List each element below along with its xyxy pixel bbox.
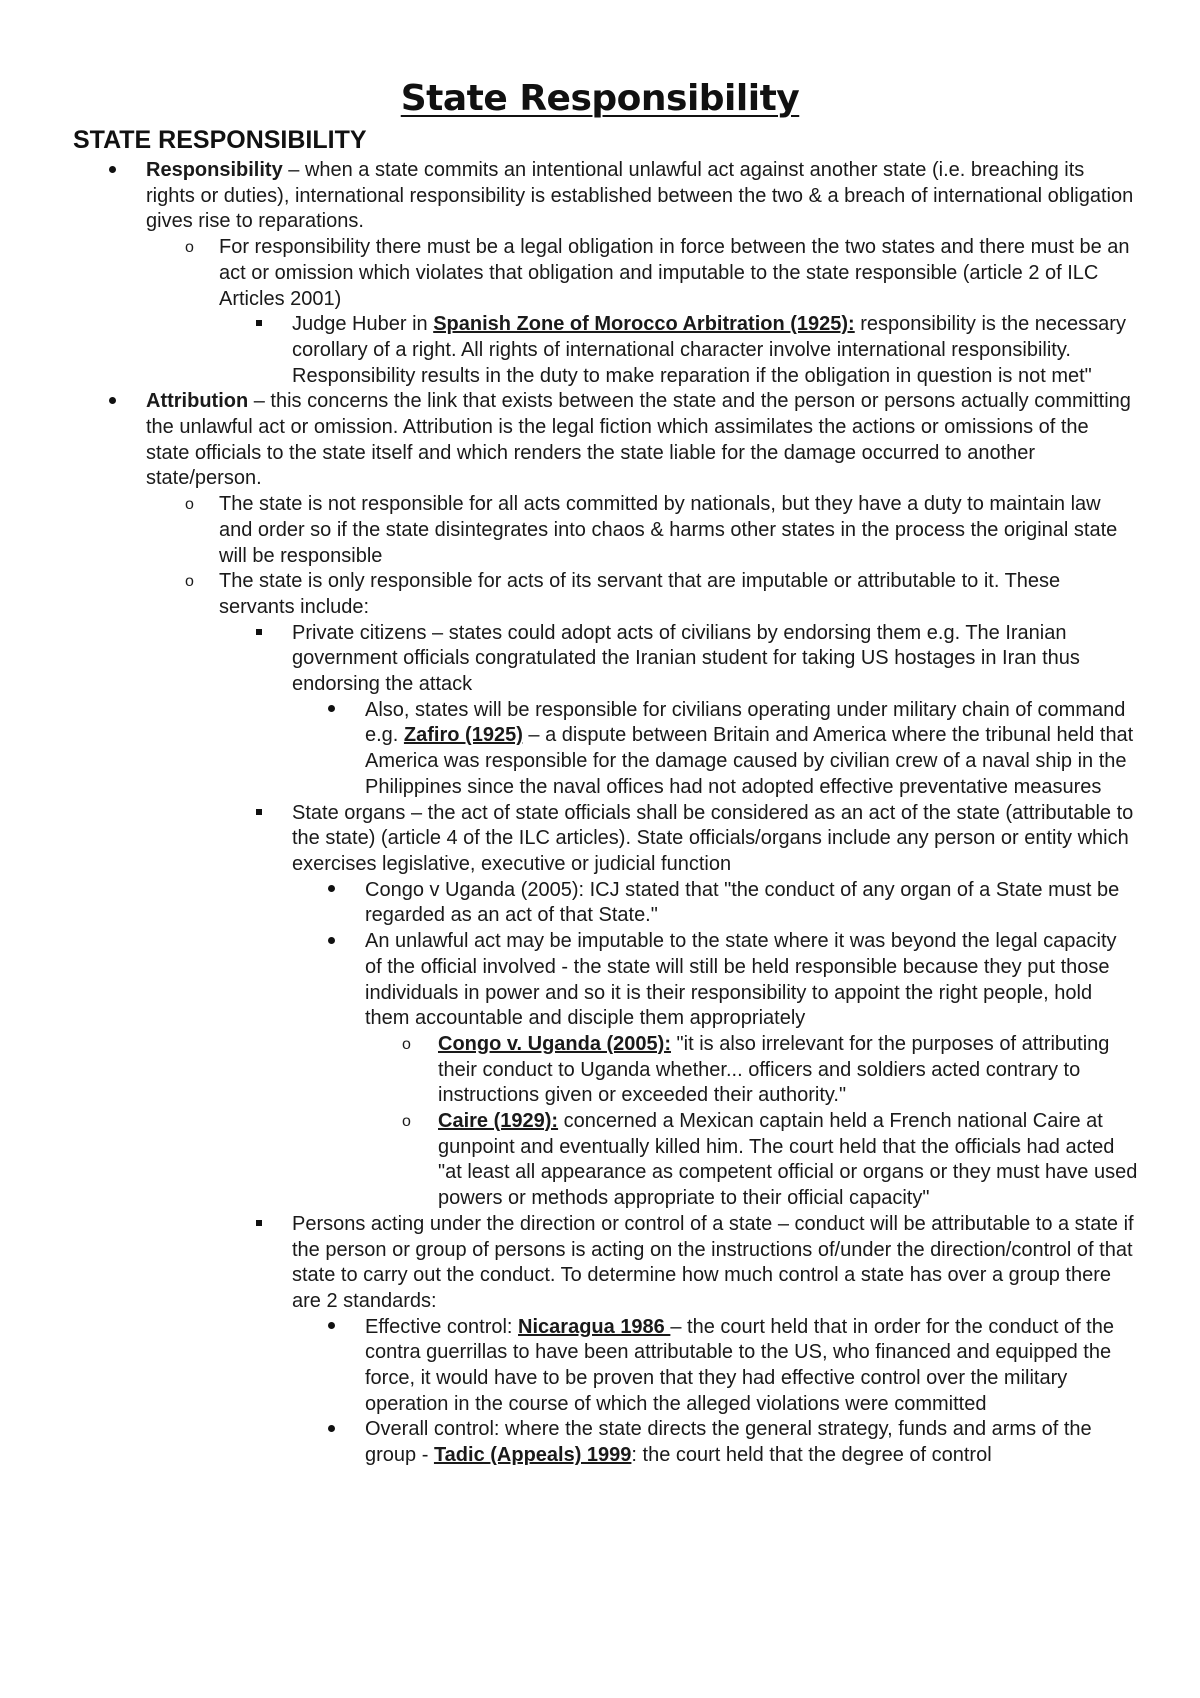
- section-heading: STATE RESPONSIBILITY: [73, 126, 367, 154]
- list-item: [402, 1109, 1138, 1212]
- item-text-prefix: Effective control:: [365, 1315, 519, 1338]
- bullet-circle-icon: o: [185, 573, 194, 591]
- bullet-dot-icon: [328, 929, 335, 955]
- item-text: State organs – the act of state officials shall be considered as an act of the state (attributable to the state) (article 4 of the ILC articles). State officials/organs include any person or entity which exercises legislative, executive or judicial function: [292, 801, 1134, 875]
- item-text: Private citizens – states could adopt acts of civilians by endorsing them e.g. The Iranian government officials congratulated the Iranian student for taking US hostages in Iran thus endorsing the attack: [292, 621, 1080, 696]
- bullet-dot-icon: [109, 389, 116, 415]
- bullet-square-icon: [256, 312, 262, 338]
- bullet-square-icon: [256, 621, 262, 647]
- list-item: [365, 929, 1137, 1032]
- list-item: [185, 492, 1136, 569]
- bullet-dot-icon: [109, 158, 116, 184]
- item-text: For responsibility there must be a legal obligation in force between the two states and there must be an act or omission which violates that obligation and imputable to the state responsible (article 2 of ILC Articles 2001): [219, 236, 1130, 310]
- item-text: – the court held that in order for the conduct of the contra guerrillas to have been attributable to the US, who financed and equipped the force, it would have to be proven that they had effective control over the military operation in the course of which the alleged violations were committed: [365, 1315, 1114, 1415]
- list-item: [185, 235, 1136, 312]
- list-item: [185, 569, 1136, 620]
- item-text-prefix: Overall control: where the state directs the general strategy, funds and arms of the group -: [365, 1418, 1092, 1467]
- list-item: [146, 158, 1136, 235]
- term-label: Responsibility: [146, 159, 283, 181]
- item-text: responsibility is the necessary corollary of a right. All rights of international character involve international responsibility. Responsibility results in the duty to make reparation if the obligation in question is not met": [292, 313, 1126, 387]
- list-item: [292, 801, 1137, 878]
- list-item: [365, 698, 1137, 801]
- document-body: [0, 158, 1200, 1469]
- item-text: An unlawful act may be imputable to the state where it was beyond the legal capacity of the official involved - the state will still be held responsible because they put those individuals in power and so it is their responsibility to appoint the right people, hold them accountable and disciple them appropriately: [365, 930, 1117, 1030]
- case-citation: Tadic (Appeals) 1999: [433, 1444, 632, 1467]
- document-title: State Responsibility: [400, 78, 800, 119]
- list-item: [292, 1212, 1137, 1315]
- bullet-dot-icon: [328, 698, 335, 724]
- bullet-dot-icon: [328, 878, 335, 904]
- case-citation: Zafiro (1925): [403, 724, 523, 747]
- item-text: – a dispute between Britain and America where the tribunal held that America was responsible for the damage caused by civilian crew of a naval ship in the Philippines since the naval offices had not adopted effective preventative measures: [365, 724, 1134, 798]
- item-text-prefix: Judge Huber in: [292, 313, 434, 336]
- case-citation: Congo v. Uganda (2005):: [438, 1032, 671, 1055]
- list-item: [146, 389, 1136, 492]
- case-citation: Caire (1929):: [438, 1110, 559, 1133]
- item-text-prefix: Also, states will be responsible for civilians operating under military chain of command e.g.: [365, 698, 1126, 747]
- bullet-circle-icon: o: [185, 239, 194, 257]
- case-citation: Spanish Zone of Morocco Arbitration (1925):: [433, 313, 855, 336]
- item-text: The state is not responsible for all acts committed by nationals, but they have a duty to maintain law and order so if the state disintegrates into chaos & harms other states in the process the original state will be responsible: [219, 493, 1118, 567]
- item-text: "it is also irrelevant for the purposes of attributing their conduct to Uganda whether... officers and soldiers acted contrary to instructions given or exceeded their authority.": [438, 1032, 1110, 1107]
- bullet-circle-icon: o: [402, 1113, 411, 1131]
- list-item: [365, 1417, 1137, 1468]
- item-text: – this concerns the link that exists between the state and the person or persons actually committing the unlawful act or omission. Attribution is the legal fiction which assimilates the actions or omissions of the state officials to the state itself and which renders the state liable for the damage occurred to another state/person.: [146, 390, 1131, 490]
- case-citation: Nicaragua 1986: [518, 1315, 671, 1338]
- bullet-dot-icon: [328, 1315, 335, 1341]
- list-item: [365, 1315, 1137, 1418]
- list-item: [292, 312, 1137, 389]
- list-item: [402, 1032, 1138, 1109]
- item-text: : the court held that the degree of control: [631, 1444, 992, 1467]
- list-item: [365, 878, 1137, 929]
- item-text: The state is only responsible for acts of its servant that are imputable or attributable to it. These servants include:: [219, 570, 1061, 618]
- item-text: – when a state commits an intentional unlawful act against another state (i.e. breaching its rights or duties), international responsibility is established between the two & a breach of international obligation gives rise to reparations.: [146, 159, 1134, 233]
- bullet-circle-icon: o: [402, 1035, 411, 1053]
- item-text: Congo v Uganda (2005): ICJ stated that "the conduct of any organ of a State must be regarded as an act of that State.": [365, 878, 1120, 927]
- list-item: [292, 621, 1137, 698]
- bullet-circle-icon: o: [185, 496, 194, 514]
- bullet-square-icon: [256, 801, 262, 827]
- bullet-square-icon: [256, 1212, 262, 1238]
- bullet-dot-icon: [328, 1417, 335, 1443]
- item-text: concerned a Mexican captain held a French national Caire at gunpoint and eventually killed him. The court held that the officials had acted "at least all appearance as competent official or organs or they must have used powers or methods appropriate to their official capacity": [438, 1110, 1138, 1210]
- item-text: Persons acting under the direction or control of a state – conduct will be attributable to a state if the person or group of persons is acting on the instructions of/under the direction/control of that state to carry out the conduct. To determine how much control a state has over a group there are 2 standards:: [292, 1212, 1134, 1312]
- term-label: Attribution: [146, 390, 249, 413]
